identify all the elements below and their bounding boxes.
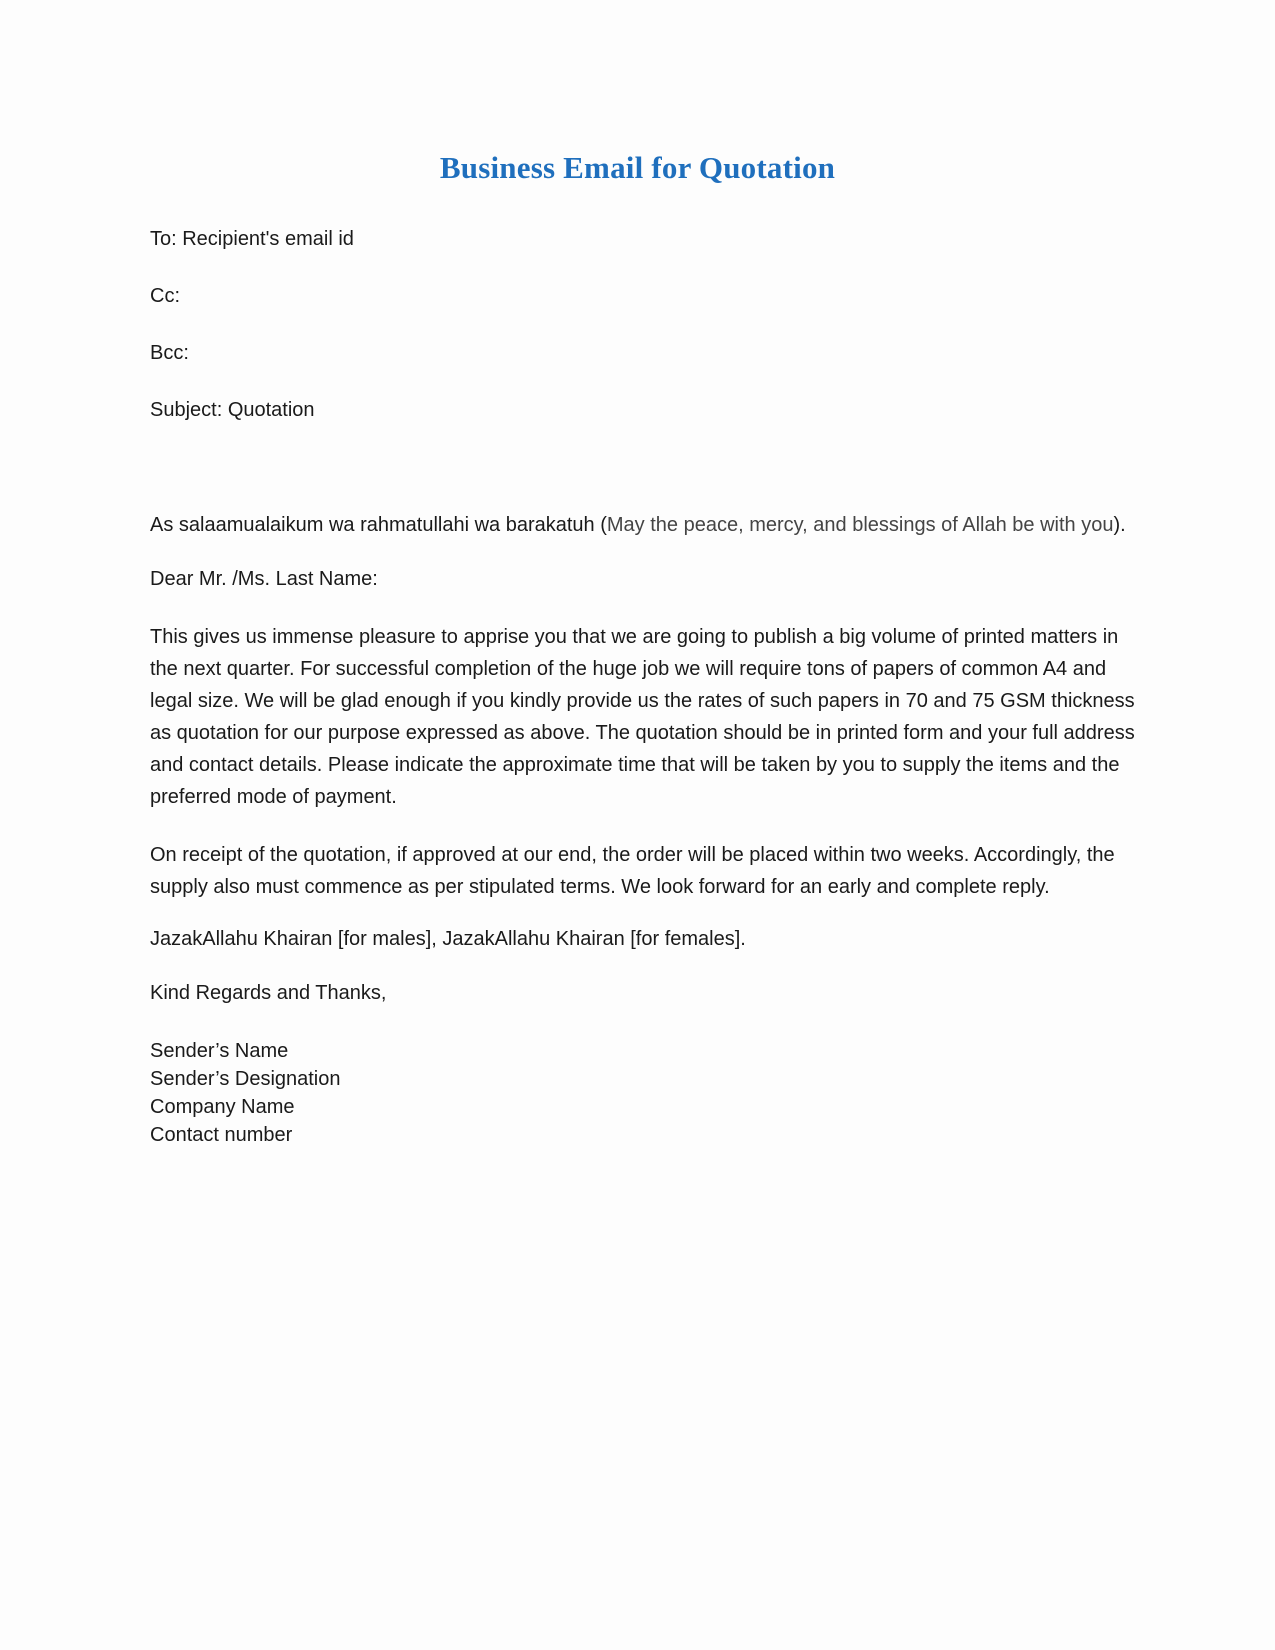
body-paragraph: This gives us immense pleasure to apprise you that we are going to publish a big volume of printed matters in the next quarter. For successful completion of the huge job we will require tons of papers of common A4 and legal size. We will be glad enough if you kindly provide us the rates of such papers in 70 and 75 GSM thickness as quotation for our purpose expressed as above. The quotation should be in printed form and your full address and contact details. Please indicate the approximate time that will be taken by you to supply the items and the preferred mode of payment. [150,626,1135,808]
contact-number: Contact number [150,1124,293,1146]
sender-designation: Sender’s Designation [150,1068,341,1090]
bcc-field: Bcc: [150,342,189,364]
company-name: Company Name [150,1096,295,1118]
greeting-arabic: As salaamualaikum wa rahmatullahi wa barakatuh ( [150,514,607,536]
subject-field: Subject: Quotation [150,399,315,421]
sender-name: Sender’s Name [150,1040,289,1062]
document-title: Business Email for Quotation [439,150,836,185]
cc-field: Cc: [150,285,180,307]
body-paragraph: On receipt of the quotation, if approved at our end, the order will be placed within two weeks. Accordingly, the supply also must commence as per stipulated terms. We look forward for an early and complete reply. [150,844,1115,898]
blessing: JazakAllahu Khairan [for males], JazakAllahu Khairan [for females]. [150,928,746,950]
islamic-greeting [150,512,1140,539]
signature-block [150,1037,1140,1149]
to-field: To: Recipient's email id [150,228,354,250]
greeting-closing: ). [1113,514,1126,536]
greeting-translation: May the peace, mercy, and blessings of Allah be with you [606,514,1114,536]
closing-line: Kind Regards and Thanks, [150,982,387,1004]
email-body [150,227,1140,1149]
salutation: Dear Mr. /Ms. Last Name: [150,568,378,590]
